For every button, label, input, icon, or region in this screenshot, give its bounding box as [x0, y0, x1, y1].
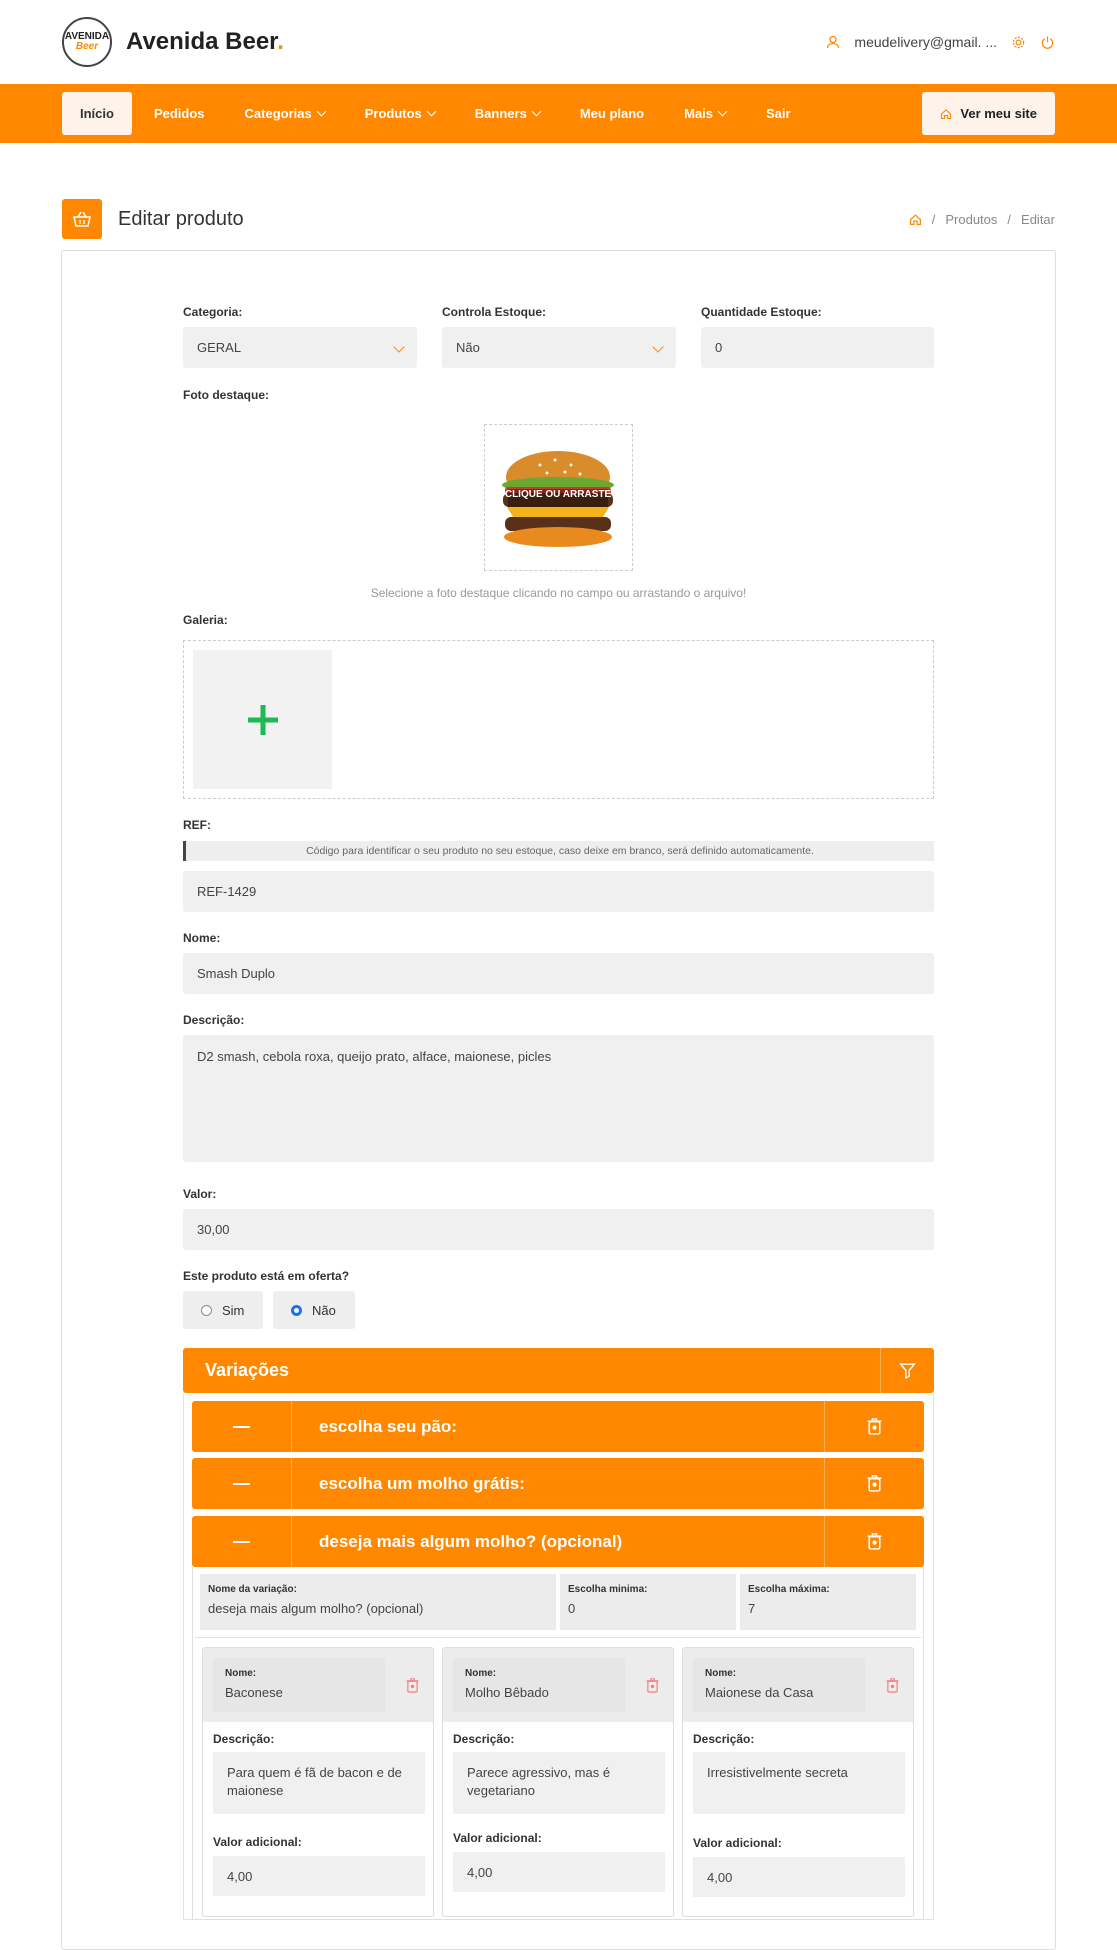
ref-hint: Código para identificar o seu produto no seu estoque, caso deixe em branco, será definido automaticamente.: [183, 841, 934, 861]
galeria-dropzone[interactable]: [183, 640, 934, 799]
brand-name-text: Avenida Beer: [126, 28, 278, 55]
trash-icon[interactable]: [824, 1516, 924, 1567]
nome-input[interactable]: [183, 953, 934, 994]
page-header: [0, 143, 1117, 259]
add-photo-button[interactable]: [193, 650, 332, 789]
radio-label: Sim: [222, 1302, 245, 1318]
variation-name-value: deseja mais algum molho? (opcional): [208, 1601, 424, 1616]
page-title: Editar produto: [118, 207, 244, 230]
breadcrumb-produtos[interactable]: Produtos: [945, 211, 998, 227]
chevron-down-icon: [718, 107, 728, 117]
option-desc-textarea[interactable]: Irresistivelmente secreta: [693, 1752, 905, 1814]
home-icon: [940, 108, 952, 120]
nav-item-meu-plano[interactable]: [562, 92, 662, 135]
option-name-input[interactable]: [213, 1658, 385, 1712]
quantidade-estoque-label: Quantidade Estoque:: [701, 305, 822, 319]
user-area: [826, 34, 1055, 50]
breadcrumb: [909, 212, 1055, 227]
plus-icon: [248, 705, 278, 735]
option-name-input[interactable]: [693, 1658, 865, 1712]
trash-icon[interactable]: [824, 1458, 924, 1509]
filter-icon[interactable]: [880, 1348, 934, 1393]
option-valor-value: 4,00: [467, 1864, 493, 1880]
escolha-minima-value: 0: [568, 1601, 576, 1616]
categoria-select[interactable]: [183, 327, 417, 368]
escolha-maxima-input[interactable]: [740, 1574, 916, 1630]
nav-label: Produtos: [364, 106, 422, 121]
nome-value: Smash Duplo: [197, 966, 276, 981]
oferta-label: Este produto está em oferta?: [183, 1269, 350, 1283]
quantidade-estoque-input[interactable]: [701, 327, 934, 368]
option-desc-label: Descrição:: [693, 1732, 755, 1746]
radio-label: Não: [312, 1302, 336, 1318]
home-icon[interactable]: [909, 213, 922, 226]
option-desc-label: Descrição:: [453, 1732, 515, 1746]
breadcrumb-separator: /: [931, 211, 936, 227]
option-name-value: Maionese da Casa: [705, 1685, 814, 1700]
escolha-maxima-label: Escolha máxima:: [748, 1584, 830, 1595]
valor-value: 30,00: [197, 1222, 230, 1237]
controla-estoque-value: Não: [456, 340, 480, 355]
divider: [195, 1637, 921, 1638]
categoria-value: GERAL: [197, 340, 242, 355]
option-valor-input[interactable]: [453, 1852, 665, 1892]
variation-row[interactable]: [192, 1516, 924, 1567]
variation-name-input[interactable]: [200, 1574, 556, 1630]
ref-value: REF-1429: [197, 884, 257, 899]
user-email[interactable]: meudelivery@gmail. ...: [854, 34, 997, 50]
variation-row[interactable]: [192, 1401, 924, 1452]
controla-estoque-select[interactable]: [442, 327, 676, 368]
option-desc-textarea[interactable]: Para quem é fã de bacon e de maionese: [213, 1752, 425, 1814]
nav-label: Sair: [766, 106, 791, 121]
chevron-down-icon: [531, 107, 541, 117]
user-icon[interactable]: [826, 35, 840, 49]
trash-icon[interactable]: [886, 1678, 899, 1698]
option-card: [442, 1647, 674, 1917]
nav-label: Categorias: [244, 106, 312, 121]
oferta-sim-radio[interactable]: [183, 1291, 263, 1329]
variation-title: escolha seu pão:: [319, 1416, 457, 1436]
option-name-input[interactable]: [453, 1658, 625, 1712]
galeria-label: Galeria:: [183, 613, 228, 627]
option-valor-label: Valor adicional:: [453, 1831, 542, 1845]
escolha-maxima-value: 7: [748, 1601, 756, 1616]
option-name-label: Nome:: [465, 1668, 497, 1679]
variation-title: deseja mais algum molho? (opcional): [319, 1531, 623, 1551]
breadcrumb-editar: Editar: [1021, 211, 1055, 227]
nav-item-produtos[interactable]: [347, 92, 453, 135]
quantidade-estoque-value: 0: [715, 340, 723, 355]
chevron-down-icon: [316, 107, 326, 117]
variation-title: escolha um molho grátis:: [319, 1473, 525, 1493]
logo-line-2: Beer: [75, 41, 99, 52]
main-nav: [0, 84, 1117, 143]
nav-item-mais[interactable]: [666, 92, 744, 135]
option-valor-value: 4,00: [227, 1868, 253, 1884]
nav-label: Banners: [474, 106, 527, 121]
nav-label: Pedidos: [153, 106, 205, 121]
logo-line-1: AVENIDA: [64, 31, 110, 42]
option-name-label: Nome:: [705, 1668, 737, 1679]
ref-input[interactable]: [183, 871, 934, 912]
radio-checked-icon: [291, 1305, 302, 1316]
basket-icon: [62, 199, 102, 239]
option-name-value: Molho Bêbado: [465, 1685, 549, 1700]
categoria-label: Categoria:: [183, 305, 243, 319]
option-valor-input[interactable]: [213, 1856, 425, 1896]
option-valor-input[interactable]: [693, 1857, 905, 1897]
chevron-down-icon: [393, 341, 404, 352]
view-site-label: Ver meu site: [960, 106, 1037, 121]
variacoes-header: [183, 1348, 934, 1393]
option-name-label: Nome:: [225, 1668, 257, 1679]
descricao-value: D2 smash, cebola roxa, queijo prato, alface, maionese, picles: [197, 1049, 552, 1064]
chevron-down-icon: [652, 341, 663, 352]
radio-unchecked-icon: [201, 1305, 212, 1316]
power-icon[interactable]: [1040, 35, 1055, 50]
gear-icon[interactable]: [1011, 35, 1026, 50]
nav-label: Meu plano: [579, 106, 645, 121]
brand[interactable]: [62, 17, 284, 67]
view-site-button[interactable]: [922, 92, 1055, 135]
valor-input[interactable]: [183, 1209, 934, 1250]
trash-icon[interactable]: [646, 1678, 659, 1698]
collapse-icon[interactable]: [192, 1401, 292, 1452]
nav-item-banners[interactable]: [457, 92, 558, 135]
foto-destaque-label: Foto destaque:: [183, 388, 269, 402]
foto-destaque-hint: Selecione a foto destaque clicando no campo ou arrastando o arquivo!: [370, 586, 747, 600]
brand-name: [126, 28, 284, 56]
escolha-minima-label: Escolha minima:: [568, 1584, 648, 1595]
ref-label: REF:: [183, 818, 211, 832]
nav-label: Mais: [684, 106, 714, 121]
valor-label: Valor:: [183, 1187, 217, 1201]
nome-label: Nome:: [183, 931, 221, 945]
escolha-minima-input[interactable]: [560, 1574, 736, 1630]
brand-dot: .: [277, 28, 284, 55]
variation-row[interactable]: [192, 1458, 924, 1509]
descricao-textarea[interactable]: [183, 1035, 934, 1162]
variation-name-label: Nome da variação:: [208, 1584, 297, 1595]
nav-label: Início: [80, 106, 114, 121]
trash-icon[interactable]: [824, 1401, 924, 1452]
collapse-icon[interactable]: [192, 1458, 292, 1509]
option-valor-label: Valor adicional:: [693, 1836, 782, 1850]
breadcrumb-separator: /: [1007, 211, 1012, 227]
oferta-nao-radio[interactable]: [273, 1291, 355, 1329]
dropzone-overlay-text: CLIQUE OU ARRASTE: [504, 489, 612, 500]
option-name-value: Baconese: [225, 1685, 283, 1700]
option-desc-label: Descrição:: [213, 1732, 275, 1746]
nav-item-sair[interactable]: [748, 92, 809, 135]
option-valor-value: 4,00: [707, 1869, 733, 1885]
option-card: [682, 1647, 914, 1917]
chevron-down-icon: [426, 107, 436, 117]
top-bar: [0, 0, 1117, 84]
nav-item-categorias[interactable]: [227, 92, 343, 135]
nav-item-pedidos[interactable]: [136, 92, 223, 135]
option-valor-label: Valor adicional:: [213, 1835, 302, 1849]
nav-item-inicio[interactable]: [62, 92, 132, 135]
foto-destaque-dropzone[interactable]: [484, 424, 633, 571]
collapse-icon[interactable]: [192, 1516, 292, 1567]
brand-logo: [62, 17, 112, 67]
descricao-label: Descrição:: [183, 1013, 245, 1027]
variacoes-title: Variações: [205, 1360, 290, 1380]
option-desc-textarea[interactable]: Parece agressivo, mas é vegetariano: [453, 1752, 665, 1814]
trash-icon[interactable]: [406, 1678, 419, 1698]
controla-estoque-label: Controla Estoque:: [442, 305, 546, 319]
option-card: [202, 1647, 434, 1917]
